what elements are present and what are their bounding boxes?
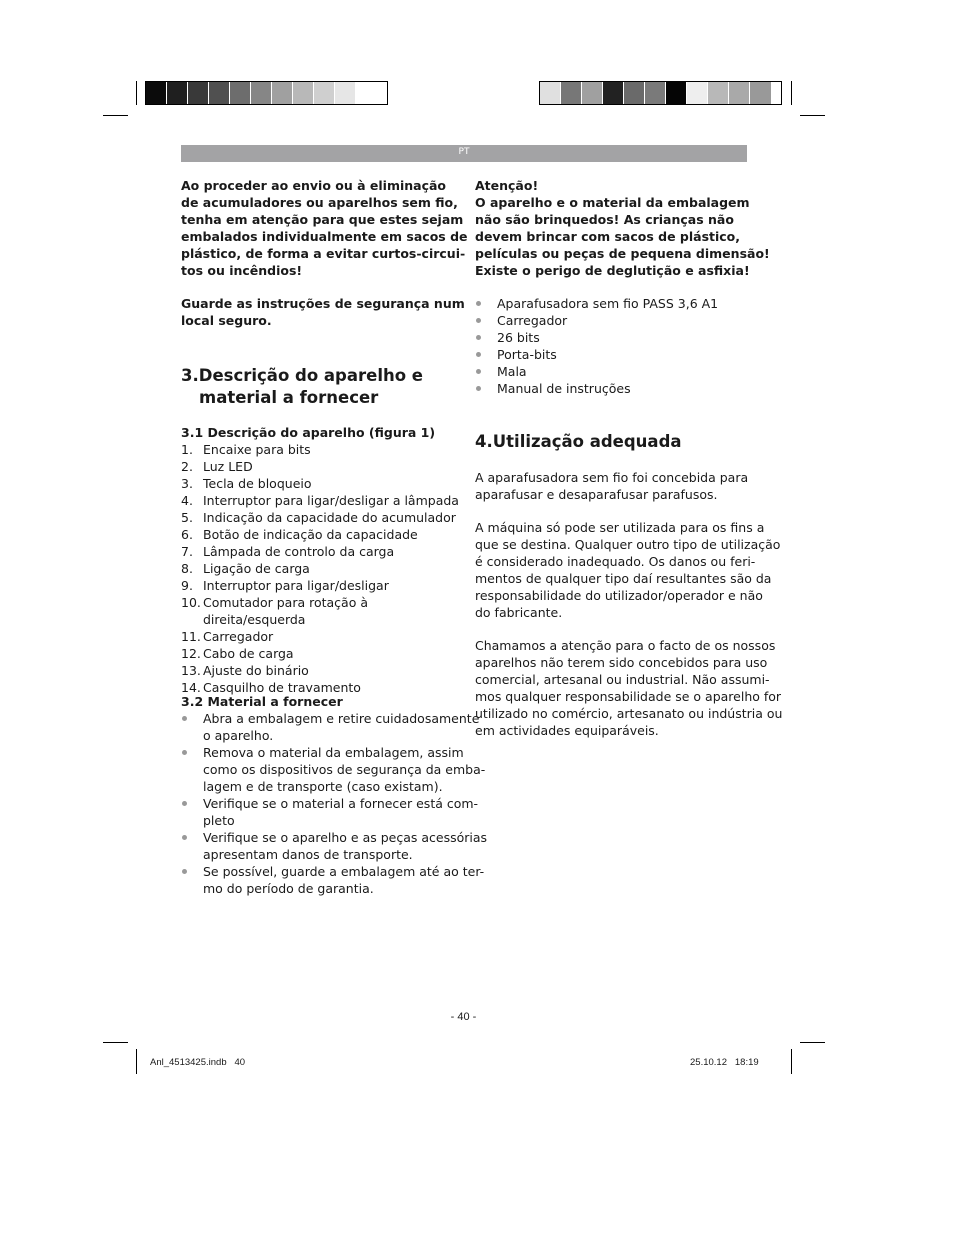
bullet-item [181, 710, 480, 744]
color-swatch [146, 82, 167, 104]
text-line: comercial, artesanal ou industrial. Não assumi- [475, 672, 770, 687]
part-item [181, 509, 461, 526]
text-line: local seguro. [181, 313, 272, 328]
text-line: aparelhos não terem sido concebidos para uso [475, 655, 768, 670]
bullet-text: Aparafusadora sem fio PASS 3,6 A1 [497, 296, 719, 311]
color-swatch [666, 82, 687, 104]
crop-mark [791, 81, 792, 105]
text-line: Ao proceder ao envio ou à eliminação [181, 178, 447, 193]
print-timestamp: 25.10.12 18:19 [690, 1057, 759, 1068]
part-label: Carregador [203, 629, 274, 644]
bullet-icon [476, 386, 481, 391]
color-swatch [582, 82, 603, 104]
text-line: mos qualquer responsabilidade se o aparelho for [475, 689, 782, 704]
bullet-text: o aparelho. [203, 728, 274, 743]
color-swatch [603, 82, 624, 104]
bullet-item [475, 295, 755, 312]
section-3-heading-line1: 3.Descrição do aparelho e [181, 366, 423, 385]
part-number: 9. [181, 578, 193, 593]
page-number: - 40 - [450, 1011, 477, 1023]
attention-warning [475, 177, 770, 279]
subsection-3-2-title: 3.2 Material a fornecer [181, 694, 343, 709]
part-item [181, 594, 461, 628]
bullet-text: mo do período de garantia. [203, 881, 374, 896]
text-line: em actividades equiparáveis. [475, 723, 659, 738]
bullet-icon [182, 750, 187, 755]
part-item [181, 577, 461, 594]
crop-mark [103, 115, 128, 116]
text-line: aparafusar e desaparafusar parafusos. [475, 487, 718, 502]
bullet-text: Manual de instruções [497, 381, 631, 396]
color-swatch [209, 82, 230, 104]
part-label: Ajuste do binário [203, 663, 309, 678]
part-item [181, 526, 461, 543]
bullet-icon [476, 301, 481, 306]
part-number: 11. [181, 629, 201, 644]
text-line: plástico, de forma a evitar curtos-circui- [181, 246, 466, 261]
part-number: 4. [181, 493, 193, 508]
bullet-text: Abra a embalagem e retire cuidadosamente [203, 711, 480, 726]
bullet-text: Se possível, guarde a embalagem até ao ter- [203, 864, 485, 879]
crop-mark [791, 1049, 792, 1074]
part-label: Cabo de carga [203, 646, 294, 661]
bullet-icon [182, 869, 187, 874]
color-swatch [167, 82, 188, 104]
bullet-text: como os dispositivos de segurança da emba- [203, 762, 486, 777]
text-line: devem brincar com sacos de plástico, [475, 229, 741, 244]
part-item [181, 492, 461, 509]
color-swatch [645, 82, 666, 104]
text-line: Atenção! [475, 178, 539, 193]
unpacking-steps-list [181, 710, 488, 897]
bullet-text: Remova o material da embalagem, assim [203, 745, 464, 760]
bullet-item [181, 744, 486, 795]
color-swatch [750, 82, 771, 104]
part-number: 10. [181, 595, 201, 610]
part-number: 7. [181, 544, 193, 559]
battery-disposal-warning [181, 177, 468, 279]
color-swatch [335, 82, 356, 104]
part-item [181, 645, 461, 662]
text-line: tos ou incêndios! [181, 263, 303, 278]
color-swatch [561, 82, 582, 104]
text-line: tenha em atenção para que estes sejam [181, 212, 464, 227]
crop-mark [136, 1049, 137, 1074]
part-number: 1. [181, 442, 193, 457]
part-label: Ligação de carga [203, 561, 310, 576]
bullet-item [475, 346, 755, 363]
part-label: Tecla de bloqueio [203, 476, 312, 491]
part-label: Luz LED [203, 459, 253, 474]
text-line: não são brinquedos! As crianças não [475, 212, 734, 227]
bullet-item [475, 363, 755, 380]
part-number: 2. [181, 459, 193, 474]
text-line: de acumuladores ou aparelhos sem fio, [181, 195, 458, 210]
intended-use-paragraph-2 [475, 519, 781, 621]
part-number: 12. [181, 646, 201, 661]
crop-mark [103, 1042, 128, 1043]
file-name: Anl_4513425.indb 40 [150, 1057, 246, 1068]
bullet-icon [476, 369, 481, 374]
text-line: Existe o perigo de deglutição e asfixia! [475, 263, 750, 278]
subsection-3-1-title: 3.1 Descrição do aparelho (figura 1) [181, 425, 436, 440]
bullet-icon [182, 801, 187, 806]
part-item [181, 662, 461, 679]
color-swatch [729, 82, 750, 104]
color-swatch [687, 82, 708, 104]
crop-mark [800, 115, 825, 116]
bullet-text: Mala [497, 364, 527, 379]
part-item [181, 441, 461, 458]
color-calibration-bar-left [145, 81, 388, 105]
bullet-icon [476, 352, 481, 357]
part-item [181, 543, 461, 560]
bullet-icon [182, 835, 187, 840]
color-swatch [540, 82, 561, 104]
part-label: Botão de indicação da capacidade [203, 527, 418, 542]
part-number: 13. [181, 663, 201, 678]
bullet-text: Verifique se o material a fornecer está com- [203, 796, 479, 811]
part-label: Indicação da capacidade do acumulador [203, 510, 456, 525]
part-item [181, 560, 461, 577]
bullet-text: Carregador [497, 313, 568, 328]
section-3-heading-line2: material a fornecer [199, 388, 379, 407]
text-line: embalados individualmente em sacos de [181, 229, 468, 244]
bullet-text: Verifique se o aparelho e as peças acessórias [203, 830, 488, 845]
bullet-text: lagem e de transporte (caso existam). [203, 779, 443, 794]
color-swatch [188, 82, 209, 104]
text-line: utilizado no comércio, artesanato ou indústria ou [475, 706, 783, 721]
part-item [181, 475, 461, 492]
bullet-text: Porta-bits [497, 347, 557, 362]
intended-use-paragraph-1 [475, 469, 755, 503]
text-line: O aparelho e o material da embalagem [475, 195, 750, 210]
color-swatch [272, 82, 293, 104]
text-line: Guarde as instruções de segurança num [181, 296, 465, 311]
part-number: 14. [181, 680, 201, 695]
color-calibration-bar-right [539, 81, 782, 105]
bullet-item [181, 795, 479, 829]
color-swatch [708, 82, 729, 104]
text-line: películas ou peças de pequena dimensão! [475, 246, 770, 261]
part-number: 3. [181, 476, 193, 491]
section-3-heading [181, 365, 461, 409]
color-swatch [251, 82, 272, 104]
color-swatch [230, 82, 251, 104]
part-number: 5. [181, 510, 193, 525]
parts-list [181, 441, 461, 696]
part-item [181, 458, 461, 475]
text-line: Chamamos a atenção para o facto de os nossos [475, 638, 776, 653]
bullet-icon [476, 335, 481, 340]
text-line: A aparafusadora sem fio foi concebida para [475, 470, 749, 485]
text-line: do fabricante. [475, 605, 563, 620]
text-line: é considerado inadequado. Os danos ou feri- [475, 554, 756, 569]
part-label: Interruptor para ligar/desligar a lâmpada [203, 493, 459, 508]
keep-instructions-note [181, 295, 465, 329]
intended-use-paragraph-3 [475, 637, 783, 739]
bullet-text: 26 bits [497, 330, 540, 345]
text-line: A máquina só pode ser utilizada para os fins a [475, 520, 765, 535]
part-number: 8. [181, 561, 193, 576]
bullet-item [475, 329, 755, 346]
language-bar [181, 145, 747, 162]
bullet-item [475, 312, 755, 329]
bullet-icon [476, 318, 481, 323]
language-label: PT [458, 147, 470, 157]
crop-mark [136, 81, 137, 105]
section-4-heading: 4.Utilização adequada [475, 432, 682, 451]
color-swatch [293, 82, 314, 104]
bullet-item [475, 380, 755, 397]
part-label: Encaixe para bits [203, 442, 311, 457]
part-label: Casquilho de travamento [203, 680, 361, 695]
part-label: Interruptor para ligar/desligar [203, 578, 389, 593]
text-line: que se destina. Qualquer outro tipo de utilização [475, 537, 781, 552]
text-line: responsabilidade do utilizador/operador e não [475, 588, 763, 603]
bullet-item [181, 829, 488, 863]
text-line: mentos de qualquer tipo daí resultantes são da [475, 571, 772, 586]
color-swatch [356, 82, 377, 104]
crop-mark [800, 1042, 825, 1043]
bullet-item [181, 863, 485, 897]
color-swatch [314, 82, 335, 104]
package-contents-list [475, 295, 755, 397]
color-swatch [624, 82, 645, 104]
part-label: Comutador para rotação à direita/esquerda [203, 595, 368, 627]
bullet-icon [182, 716, 187, 721]
bullet-text: apresentam danos de transporte. [203, 847, 413, 862]
part-label: Lâmpada de controlo da carga [203, 544, 395, 559]
part-item [181, 628, 461, 645]
part-number: 6. [181, 527, 193, 542]
bullet-text: pleto [203, 813, 235, 828]
